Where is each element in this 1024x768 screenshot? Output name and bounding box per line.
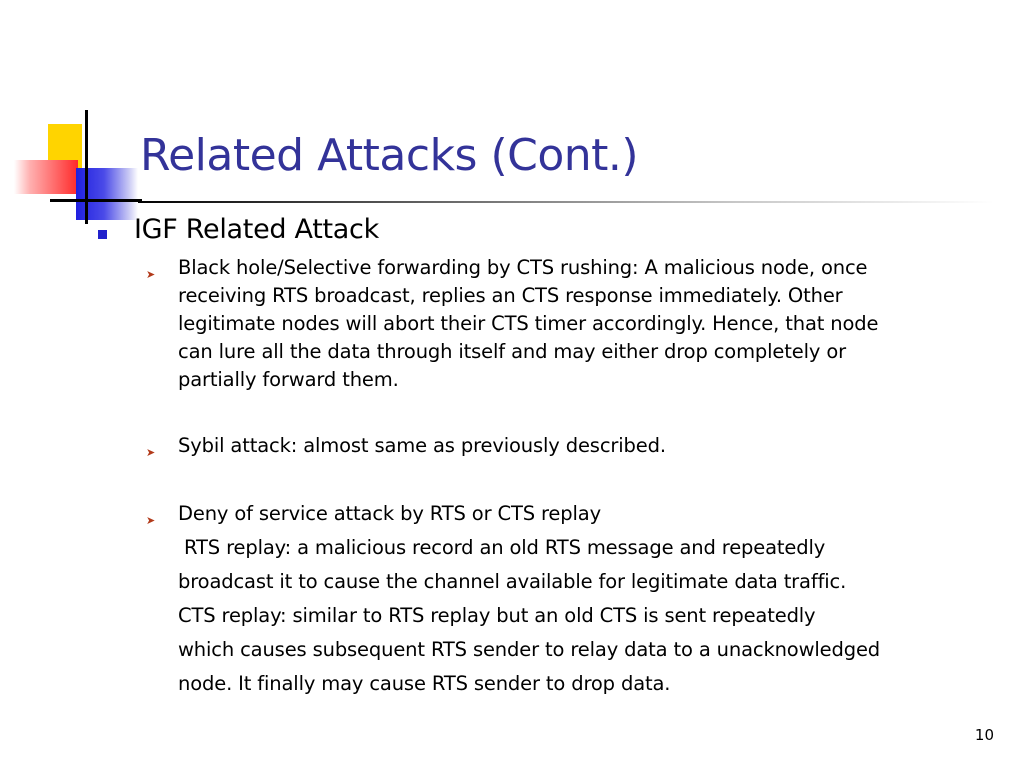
paragraph-line: receiving RTS broadcast, replies an CTS response immediately. Other [178, 284, 843, 307]
paragraph-line: can lure all the data through itself and may either drop completely or [178, 340, 846, 363]
paragraph-line: broadcast it to cause the channel available for legitimate data traffic. [178, 570, 847, 593]
arrow-bullet-icon: ➤ [146, 446, 156, 459]
paragraph-line: partially forward them. [178, 368, 399, 391]
bullet-paragraph-dos [178, 500, 1008, 528]
level1-bullet-text: IGF Related Attack [134, 214, 379, 245]
arrow-bullet-icon: ➤ [146, 514, 156, 527]
dos-continuation-paragraph [178, 531, 1008, 701]
paragraph-line: node. It finally may cause RTS sender to drop data. [178, 672, 671, 695]
slide-title: Related Attacks (Cont.) [140, 130, 639, 181]
bullet-paragraph-sybil [178, 432, 1008, 460]
arrow-bullet-icon: ➤ [146, 268, 156, 281]
paragraph-line: Sybil attack: almost same as previously described. [178, 434, 666, 457]
paragraph-line: Deny of service attack by RTS or CTS replay [178, 502, 601, 525]
bullet-paragraph-blackhole [178, 254, 1008, 394]
logo-horizontal-line [50, 199, 142, 202]
paragraph-line: Black hole/Selective forwarding by CTS rushing: A malicious node, once [178, 256, 868, 279]
logo-vertical-line [85, 110, 88, 224]
square-bullet-icon [98, 230, 107, 239]
title-underline [138, 201, 994, 203]
paragraph-line: legitimate nodes will abort their CTS timer accordingly. Hence, that node [178, 312, 879, 335]
paragraph-line: which causes subsequent RTS sender to relay data to a unacknowledged [178, 638, 881, 661]
page-number: 10 [974, 726, 994, 744]
paragraph-line: RTS replay: a malicious record an old RTS message and repeatedly [178, 536, 826, 559]
logo-red-square [14, 160, 78, 194]
paragraph-line: CTS replay: similar to RTS replay but an old CTS is sent repeatedly [178, 604, 816, 627]
